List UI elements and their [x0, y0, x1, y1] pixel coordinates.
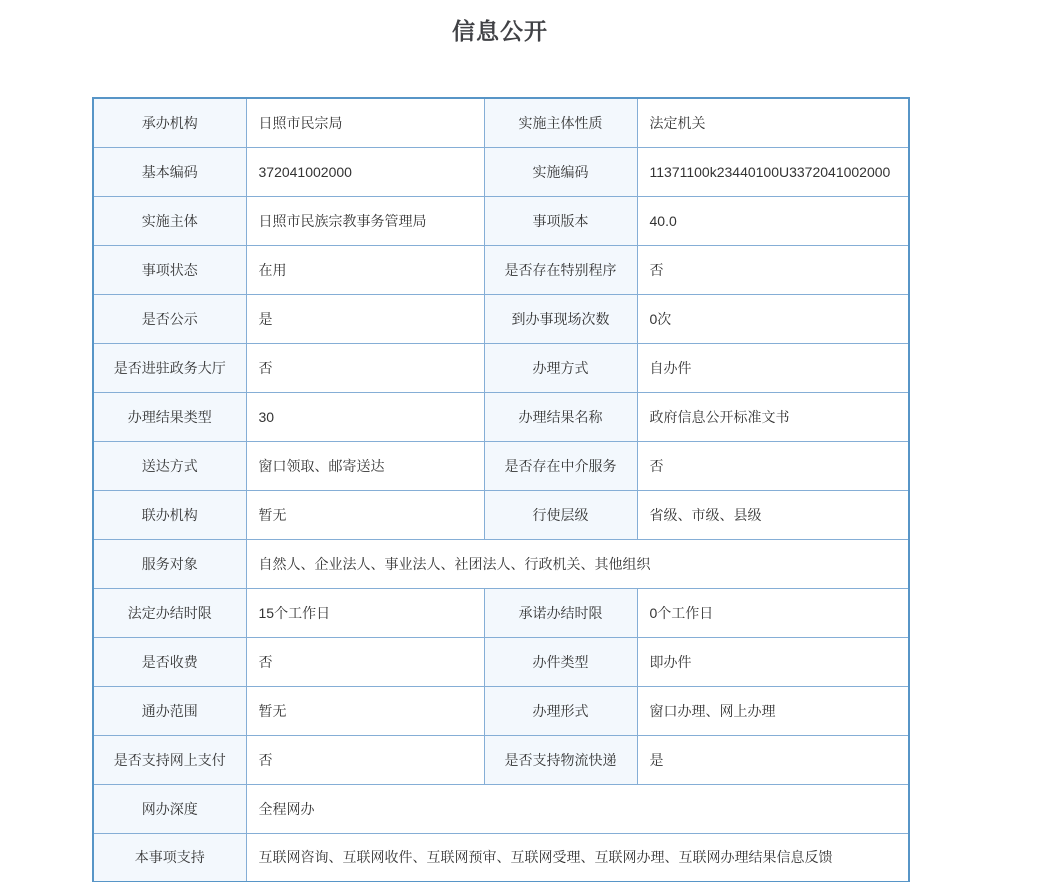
field-value: 在用 — [246, 245, 484, 294]
field-label: 办理结果名称 — [484, 392, 637, 441]
field-label: 办理形式 — [484, 686, 637, 735]
field-value: 是 — [637, 735, 909, 784]
field-value: 窗口办理、网上办理 — [637, 686, 909, 735]
field-label: 事项版本 — [484, 196, 637, 245]
field-label: 承办机构 — [93, 98, 246, 147]
field-label: 送达方式 — [93, 441, 246, 490]
field-value: 否 — [637, 245, 909, 294]
field-value: 窗口领取、邮寄送达 — [246, 441, 484, 490]
field-value: 日照市民宗局 — [246, 98, 484, 147]
field-label: 实施主体 — [93, 196, 246, 245]
content-container — [92, 0, 908, 882]
field-label: 办理结果类型 — [93, 392, 246, 441]
field-value: 372041002000 — [246, 147, 484, 196]
table-row — [93, 196, 909, 245]
field-value: 否 — [246, 735, 484, 784]
field-label: 到办事现场次数 — [484, 294, 637, 343]
field-label: 通办范围 — [93, 686, 246, 735]
field-value: 自办件 — [637, 343, 909, 392]
field-label: 实施编码 — [484, 147, 637, 196]
field-label: 是否存在中介服务 — [484, 441, 637, 490]
table-row — [93, 784, 909, 833]
field-value: 0次 — [637, 294, 909, 343]
field-value: 否 — [246, 637, 484, 686]
table-row — [93, 735, 909, 784]
field-value: 暂无 — [246, 686, 484, 735]
field-label: 是否收费 — [93, 637, 246, 686]
field-label: 法定办结时限 — [93, 588, 246, 637]
field-value: 自然人、企业法人、事业法人、社团法人、行政机关、其他组织 — [246, 539, 909, 588]
field-label: 办件类型 — [484, 637, 637, 686]
table-row — [93, 98, 909, 147]
table-row — [93, 294, 909, 343]
field-value: 是 — [246, 294, 484, 343]
field-value: 否 — [637, 441, 909, 490]
field-label: 是否支持物流快递 — [484, 735, 637, 784]
table-row — [93, 686, 909, 735]
table-row — [93, 588, 909, 637]
table-row — [93, 441, 909, 490]
field-label: 网办深度 — [93, 784, 246, 833]
field-value: 暂无 — [246, 490, 484, 539]
field-label: 事项状态 — [93, 245, 246, 294]
field-value: 互联网咨询、互联网收件、互联网预审、互联网受理、互联网办理、互联网办理结果信息反馈 — [246, 833, 909, 882]
field-label: 是否公示 — [93, 294, 246, 343]
table-row — [93, 147, 909, 196]
table-row — [93, 343, 909, 392]
page-title: 信息公开 — [452, 18, 548, 44]
field-value: 30 — [246, 392, 484, 441]
field-label: 本事项支持 — [93, 833, 246, 882]
field-value: 15个工作日 — [246, 588, 484, 637]
field-value: 法定机关 — [637, 98, 909, 147]
field-label: 是否进驻政务大厅 — [93, 343, 246, 392]
field-value: 省级、市级、县级 — [637, 490, 909, 539]
field-value: 全程网办 — [246, 784, 909, 833]
field-value: 0个工作日 — [637, 588, 909, 637]
table-row — [93, 833, 909, 882]
field-value: 即办件 — [637, 637, 909, 686]
field-value: 11371100k23440100U3372041002000 — [637, 147, 909, 196]
field-label: 办理方式 — [484, 343, 637, 392]
field-label: 联办机构 — [93, 490, 246, 539]
info-table — [92, 97, 910, 882]
field-value: 否 — [246, 343, 484, 392]
info-table-body — [93, 98, 909, 882]
field-value: 日照市民族宗教事务管理局 — [246, 196, 484, 245]
table-row — [93, 637, 909, 686]
field-label: 实施主体性质 — [484, 98, 637, 147]
field-label: 是否存在特别程序 — [484, 245, 637, 294]
field-label: 是否支持网上支付 — [93, 735, 246, 784]
table-row — [93, 245, 909, 294]
field-value: 40.0 — [637, 196, 909, 245]
field-label: 服务对象 — [93, 539, 246, 588]
table-row — [93, 539, 909, 588]
table-row — [93, 392, 909, 441]
field-label: 行使层级 — [484, 490, 637, 539]
table-row — [93, 490, 909, 539]
field-label: 基本编码 — [93, 147, 246, 196]
field-label: 承诺办结时限 — [484, 588, 637, 637]
field-value: 政府信息公开标准文书 — [637, 392, 909, 441]
